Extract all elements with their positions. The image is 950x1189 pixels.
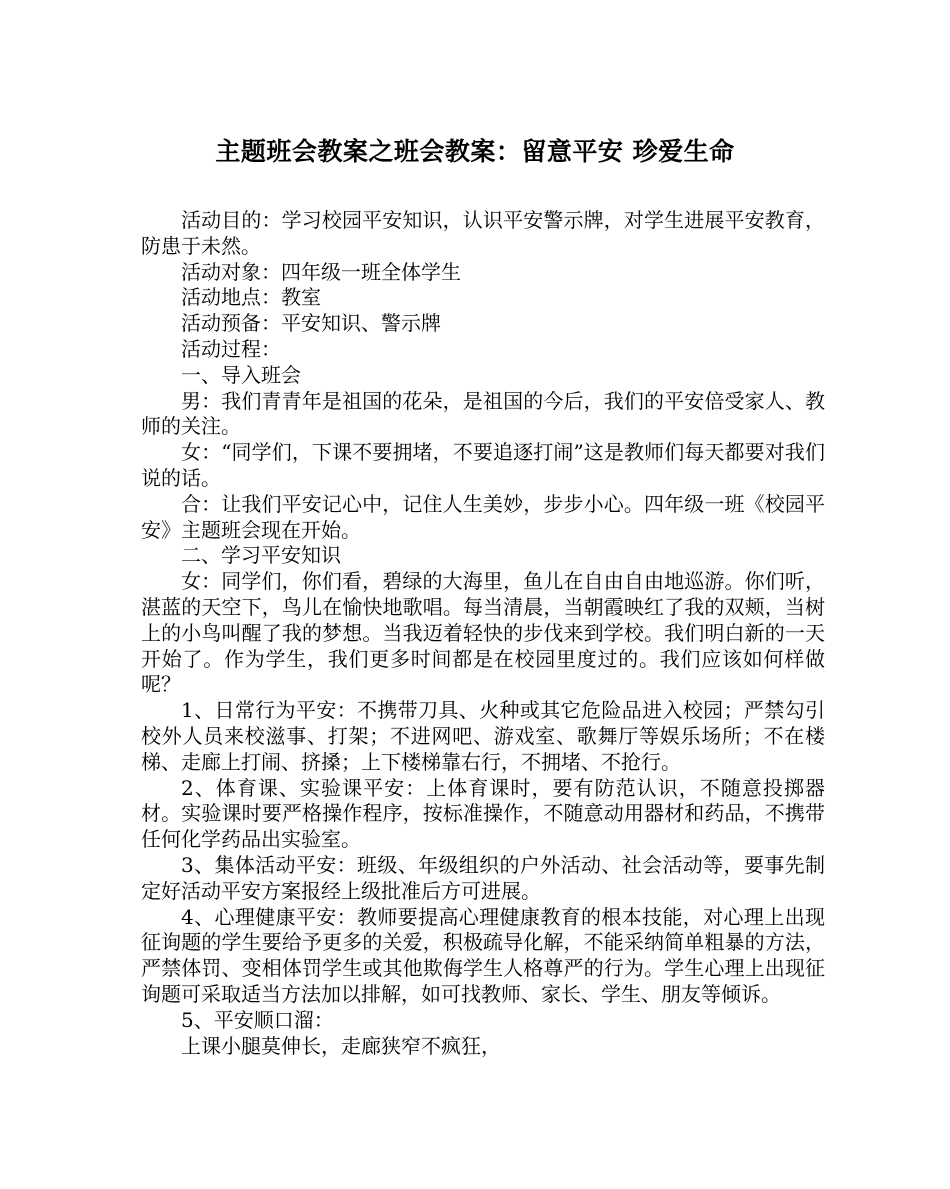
- list-item: 2、体育课、实验课平安：上体育课时，要有防范认识，不随意投掷器材。实验课时要严格操作程序，按标准操作，不随意动用器材和药品，不携带任何化学药品出实验室。: [141, 775, 825, 852]
- document-body: [141, 208, 825, 1059]
- paragraph: 活动预备：平安知识、警示牌: [181, 311, 441, 336]
- paragraph: 活动目的：学习校园平安知识，认识平安警示牌，对学生进展平安教育，防患于未然。: [141, 208, 825, 258]
- paragraph: 活动过程：: [181, 336, 281, 361]
- paragraph: 活动地点：教室: [181, 285, 321, 310]
- list-item: 5、平安顺口溜：: [181, 1007, 334, 1032]
- document-title: 主题班会教案之班会教案：留意平安 珍爱生命: [215, 137, 735, 166]
- paragraph: 活动对象：四年级一班全体学生: [181, 259, 461, 284]
- section-heading: 二、学习平安知识: [181, 543, 341, 568]
- paragraph: 男：我们青青年是祖国的花朵，是祖国的今后，我们的平安倍受家人、教师的关注。: [141, 388, 825, 439]
- paragraph: 女：同学们，你们看，碧绿的大海里，鱼儿在自由自由地巡游。你们听，湛蓝的天空下，鸟儿在愉快地歌唱。每当清晨，当朝霞映红了我的双颊，当树上的小鸟叫醒了我的梦想。当我迈着轻快的步伐来到学校。我们明白新的一天开始了。作为学生，我们更多时间都是在校园里度过的。我们应该如何样做呢？: [141, 569, 825, 697]
- paragraph: 上课小腿莫伸长，走廊狭窄不疯狂，: [181, 1033, 501, 1058]
- list-item: 1、日常行为平安：不携带刀具、火种或其它危险品进入校园；严禁勾引校外人员来校滋事、打架；不进网吧、游戏室、歌舞厅等娱乐场所；不在楼梯、走廊上打闹、挤搡；上下楼梯靠右行，不拥堵、不抢行。: [141, 698, 825, 774]
- paragraph: 女：“同学们，下课不要拥堵，不要追逐打闹”这是教师们每天都要对我们说的话。: [141, 440, 825, 490]
- list-item: 3、集体活动平安：班级、年级组织的户外活动、社会活动等，要事先制定好活动平安方案报经上级批准后方可进展。: [141, 852, 825, 903]
- paragraph: 合：让我们平安记心中，记住人生美妙，步步小心。四年级一班《校园平安》主题班会现在开始。: [141, 491, 825, 542]
- section-heading: 一、导入班会: [181, 362, 301, 387]
- list-item: 4、心理健康平安：教师要提高心理健康教育的根本技能，对心理上出现征询题的学生要给予更多的关爱，积极疏导化解，不能采纳简单粗暴的方法，严禁体罚、变相体罚学生或其他欺侮学生人格尊严的行为。学生心理上出现征询题可采取适当方法加以排解，如可找教师、家长、学生、朋友等倾诉。: [141, 904, 825, 1006]
